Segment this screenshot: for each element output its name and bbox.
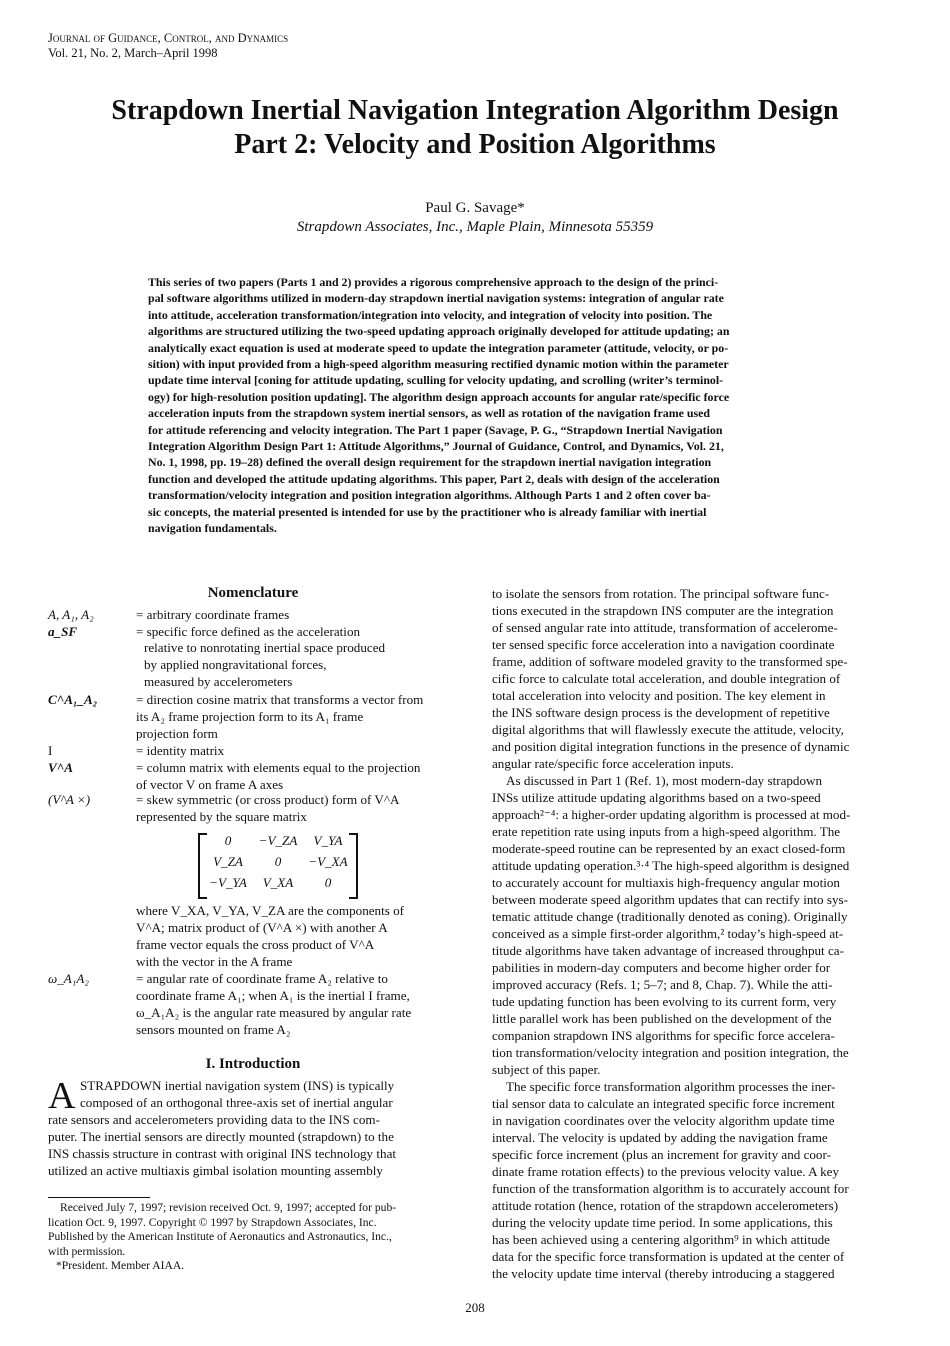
body-line: tial sensor data to calculate an integrated specific force increment: [492, 1096, 835, 1111]
introduction-heading: I. Introduction: [205, 1056, 301, 1072]
page-number: 208: [465, 1300, 485, 1315]
body-line: during the velocity update time period. In some applications, this: [492, 1215, 833, 1230]
matrix-note: where V_XA, V_YA, V_ZA are the components of: [136, 903, 405, 918]
footnote-line: Published by the American Institute of Aeronautics and Astronautics, Inc.,: [48, 1230, 392, 1243]
body-line: approach²⁻⁴: a higher-order updating algorithm is processed at mod-: [492, 807, 851, 822]
body-line: tematic attitude change (traditionally denoted as coning). Originally: [492, 909, 848, 924]
nomenclature-symbol: (V^A ×): [48, 792, 91, 807]
body-line: subject of this paper.: [492, 1062, 601, 1077]
nomenclature-symbol: I: [48, 743, 53, 758]
intro-line: STRAPDOWN inertial navigation system (INS) is typically: [80, 1078, 395, 1093]
body-line: data for the specific force transformation is updated at the center of: [492, 1249, 845, 1264]
abstract: [148, 274, 795, 537]
nomenclature-definition: sensors mounted on frame A₂: [136, 1022, 291, 1037]
intro-line: puter. The inertial sensors are directly mounted (strapdown) to the: [48, 1129, 394, 1144]
footnote-line: Received July 7, 1997; revision received Oct. 9, 1997; accepted for pub-: [60, 1201, 397, 1214]
abstract-line: ogy) for high-resolution position updating]. The algorithm design approach accounts for angular rate/specific force: [148, 389, 730, 404]
matrix-note: with the vector in the A frame: [136, 954, 293, 969]
abstract-line: acceleration inputs from the strapdown system inertial sensors, as well as rotation of the navigation frame used: [148, 406, 711, 421]
nomenclature-definition: = angular rate of coordinate frame A₂ relative to: [136, 971, 388, 986]
matrix-cell: V_YA: [313, 833, 343, 848]
intro-line: rate sensors and accelerometers providing data to the INS com-: [48, 1112, 380, 1127]
body-line: has been achieved using a centering algorithm⁹ in which attitude: [492, 1232, 830, 1247]
nomenclature-symbol: A, A₁, A₂: [48, 607, 94, 622]
footnote-line: lication Oct. 9, 1997. Copyright © 1997 by Strapdown Associates, Inc.: [48, 1215, 377, 1229]
matrix-note: V^A; matrix product of (V^A ×) with another A: [136, 920, 388, 935]
body-line: As discussed in Part 1 (Ref. 1), most modern-day strapdown: [506, 773, 823, 788]
body-line: the velocity update time interval (thereby introducing a staggered: [492, 1266, 835, 1281]
matrix-cell: 0: [224, 833, 232, 848]
abstract-line: This series of two papers (Parts 1 and 2) provides a rigorous comprehensive approach to the design of the princi-: [148, 275, 719, 289]
nomenclature-definition: coordinate frame A₁; when A₁ is the inertial I frame,: [136, 988, 410, 1003]
footnote-received: [48, 1201, 453, 1274]
title-line-1: Strapdown Inertial Navigation Integration Algorithm Design: [111, 95, 839, 126]
nomenclature-definition: = identity matrix: [136, 743, 225, 758]
introduction-body: [48, 1075, 452, 1188]
abstract-line: sic concepts, the material presented is intended for use by the practitioner who is already familiar with inertial: [148, 504, 707, 519]
body-line: total acceleration into velocity and position. The key element in: [492, 688, 826, 703]
body-line: INSs utilize attitude updating algorithms based on a two-speed: [492, 790, 821, 805]
abstract-line: pal software algorithms utilized in modern-day strapdown inertial navigation systems: integration of angular rate: [148, 291, 724, 306]
body-line: function of the transformation algorithm is to accurately account for: [492, 1181, 849, 1196]
body-line: tions executed in the strapdown INS computer are the integration: [492, 603, 834, 618]
matrix-cell: V_ZA: [213, 854, 243, 869]
matrix-cell: −V_XA: [308, 854, 348, 869]
nomenclature-definition: represented by the square matrix: [136, 809, 307, 824]
introduction-section: [48, 1056, 458, 1184]
body-line: and position digital integration functions in the presence of dynamic: [492, 739, 850, 754]
nomenclature-definition: ω_A₁A₂ is the angular rate measured by angular rate: [136, 1005, 412, 1020]
body-line: titude algorithms have taken advantage of increased throughput ca-: [492, 943, 844, 958]
right-column: [492, 586, 896, 1281]
abstract-line: into attitude, acceleration transformation/integration into velocity, and integration of velocity into position. The: [148, 307, 713, 322]
journal-volume: Vol. 21, No. 2, March–April 1998: [48, 46, 218, 60]
affiliation: Strapdown Associates, Inc., Maple Plain, Minnesota 55359: [296, 219, 654, 235]
abstract-line: navigation fundamentals.: [148, 521, 277, 536]
nomenclature-definition: = skew symmetric (or cross product) form of V^A: [136, 792, 400, 807]
body-line: attitude updating operation.³·⁴ The high-speed algorithm is designed: [492, 858, 850, 873]
matrix-note: frame vector equals the cross product of V^A: [136, 937, 375, 952]
body-line: tion transformation/velocity integration and position integration, the: [492, 1045, 849, 1060]
nomenclature-definition: = specific force defined as the acceleration: [136, 624, 361, 639]
body-line: in navigation coordinates over the velocity algorithm update time: [492, 1113, 835, 1128]
intro-line: utilized an active multiaxis gimbal isolation mounting assembly: [48, 1163, 383, 1178]
drop-cap: A: [48, 1075, 76, 1117]
journal-header: [48, 31, 288, 61]
matrix-cell: 0: [324, 875, 332, 890]
body-line: conceived as a simple first-order algorithm,² today’s high-speed at-: [492, 926, 844, 941]
body-line: attitude rotation (hence, rotation of the strapdown accelerometers): [492, 1198, 839, 1213]
body-line: companion strapdown INS algorithms for specific force accelera-: [492, 1028, 835, 1043]
body-line: to isolate the sensors from rotation. The principal software func-: [492, 586, 830, 601]
journal-name: Journal of Guidance, Control, and Dynamics: [48, 31, 289, 45]
body-line: to accurately account for multiaxis high-frequency angular motion: [492, 875, 840, 890]
footnote-author: *President. Member AIAA.: [56, 1259, 185, 1272]
nomenclature-definition: projection form: [136, 726, 218, 741]
abstract-line: for attitude referencing and velocity integration. The Part 1 paper (Savage, P. G., “Strapdown Inertial Navigation: [148, 422, 723, 437]
abstract-line: update time interval [coning for attitude updating, sculling for velocity updating, and scrolling (writer’s terminol-: [148, 373, 724, 388]
nomenclature-definition: measured by accelerometers: [144, 674, 293, 689]
title-line-2: Part 2: Velocity and Position Algorithms: [234, 129, 716, 160]
body-line: cific force to calculate total acceleration, and double integration of: [492, 671, 841, 686]
matrix-cell: 0: [274, 854, 282, 869]
body-line: ter sensed specific force acceleration into a navigation coordinate: [492, 637, 835, 652]
body-line: interval. The velocity is updated by adding the navigation frame: [492, 1130, 828, 1145]
abstract-line: No. 1, 1998, pp. 19–28) defined the overall design requirement for the strapdown inertial navigation integration: [148, 455, 712, 470]
body-line: specific force increment (plus an increment for gravity and coor-: [492, 1147, 831, 1162]
nomenclature-symbol: ω_A₁A₂: [48, 971, 89, 986]
body-line: improved accuracy (Refs. 1; 5–7; and 8, Chap. 7). While the atti-: [492, 977, 833, 992]
matrix-cell: −V_YA: [209, 875, 247, 890]
nomenclature-definition: relative to nonrotating inertial space produced: [144, 640, 386, 655]
abstract-line: algorithms are structured utilizing the two-speed updating approach originally developed for attitude updating; an: [148, 324, 730, 339]
body-line: tude updating function has been evolving to its current form, very: [492, 994, 837, 1009]
nomenclature-section: [48, 585, 458, 1055]
abstract-line: sition) with input provided from a high-speed algorithm measuring rectified dynamic motion within the parameter: [148, 357, 729, 372]
nomenclature-symbol: C^A₁_A₂: [48, 692, 98, 707]
body-line: The specific force transformation algorithm processes the iner-: [506, 1079, 836, 1094]
body-line: moderate-speed routine can be represented by an exact closed-form: [492, 841, 846, 856]
matrix-cell: V_XA: [262, 875, 294, 890]
footnote-line: with permission.: [48, 1244, 126, 1258]
intro-line: composed of an orthogonal three-axis set of inertial angular: [80, 1095, 393, 1110]
body-line: between moderate speed algorithm updates that can rectify into sys-: [492, 892, 848, 907]
abstract-line: Integration Algorithm Design Part 1: Attitude Algorithms,” Journal of Guidance, Control, and Dynamics, Vol. 21,: [148, 439, 724, 454]
body-line: of sensed angular rate into attitude, transformation of accelerome-: [492, 620, 838, 635]
author: Paul G. Savage*: [425, 200, 525, 216]
body-line: frame, addition of software modeled gravity to the transformed spe-: [492, 654, 848, 669]
abstract-line: function and developed the attitude updating algorithms. This paper, Part 2, deals with design of the acceleration: [148, 471, 720, 486]
nomenclature-definition: of vector V on frame A axes: [136, 777, 284, 792]
abstract-line: analytically exact equation is used at moderate speed to update the integration parameter (attitude, velocity, or po-: [148, 340, 729, 355]
body-line: erate repetition rate using inputs from a high-speed algorithm. The: [492, 824, 841, 839]
nomenclature-definition: = arbitrary coordinate frames: [136, 607, 290, 622]
footnote-rule: [48, 1197, 150, 1198]
nomenclature-definition: = direction cosine matrix that transforms a vector from: [136, 692, 424, 707]
intro-line: INS chassis structure in contrast with original INS technology that: [48, 1146, 397, 1161]
nomenclature-definition: its A₂ frame projection form to its A₁ frame: [136, 709, 364, 724]
paper-title: [40, 94, 910, 162]
body-line: the INS software design process is the development of repetitive: [492, 705, 830, 720]
body-line: dinate frame rotation effects) to the previous velocity value. A key: [492, 1164, 839, 1179]
nomenclature-symbol: V^A: [48, 760, 73, 775]
nomenclature-definition: by applied nongravitational forces,: [144, 657, 327, 672]
body-line: digital algorithms that will flawlessly execute the attitude, velocity,: [492, 722, 844, 737]
body-line: angular rate/specific force acceleration inputs.: [492, 756, 734, 771]
body-line: little parallel work has been published on the development of the: [492, 1011, 832, 1026]
abstract-line: transformation/velocity integration and position integration algorithms. Although Parts 1 and 2 often cover ba-: [148, 488, 711, 503]
skew-matrix: [198, 833, 358, 897]
nomenclature-definition: = column matrix with elements equal to the projection: [136, 760, 421, 775]
nomenclature-symbol: a_SF: [48, 624, 78, 639]
nomenclature-heading: Nomenclature: [207, 585, 299, 601]
body-line: pabilities in modern-day computers and become higher order for: [492, 960, 831, 975]
matrix-cell: −V_ZA: [258, 833, 298, 848]
